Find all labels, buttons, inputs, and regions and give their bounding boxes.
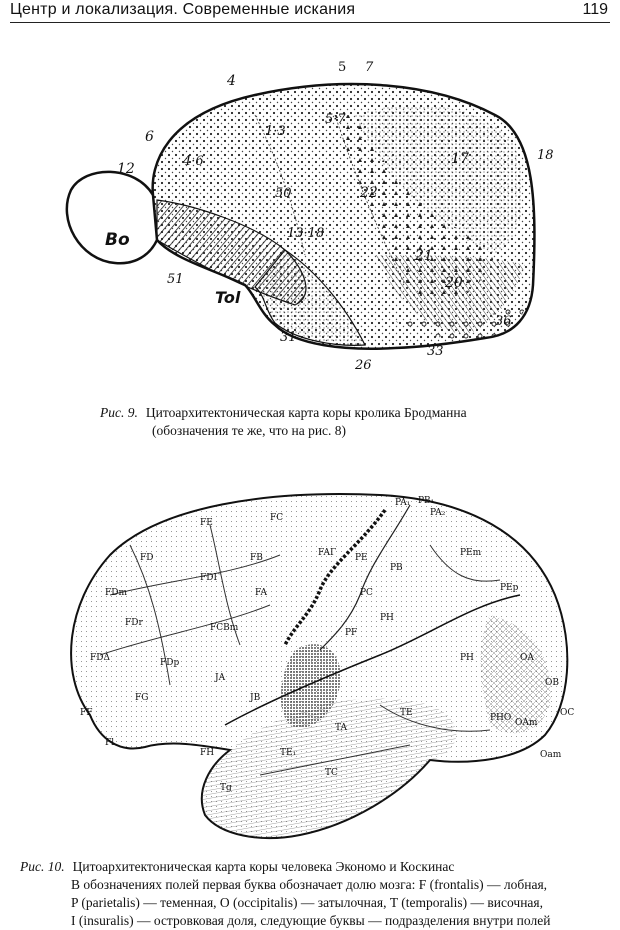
fig10-label: FDr — [125, 618, 143, 628]
fig9-label: 31 — [280, 330, 297, 345]
fig10-label: PC — [360, 588, 373, 598]
fig10-label: FDp — [160, 658, 180, 668]
fig9-label: 4 — [227, 73, 236, 89]
fig9-label: 12 — [117, 161, 135, 177]
fig9-label: 36 — [495, 314, 512, 329]
fig9-label: 13·18 — [287, 226, 325, 241]
running-head-title: Центр и локализация. Современные искания — [10, 1, 356, 18]
figure-10-drawing — [50, 485, 590, 855]
fig9-label: 20 — [445, 275, 463, 291]
fig10-label: PHO — [490, 713, 512, 723]
figure-9-caption-text: Цитоархитектоническая карта коры кролика Бродманна — [145, 405, 467, 420]
fig10-label: FF — [80, 708, 93, 718]
figure-10-caption-text: Цитоархитектоническая карта коры человека Экономо и Коскинас — [72, 859, 455, 874]
figure-10-caption — [20, 858, 615, 930]
fig10-label: JB — [250, 693, 261, 703]
fig9-label: 50 — [275, 186, 292, 201]
fig9-label: 1·3 — [265, 124, 286, 139]
fig9-label: 21 — [415, 248, 433, 264]
fig10-label: FB — [250, 553, 263, 563]
fig10-label: PEm — [460, 548, 482, 558]
fig9-label: Bo — [105, 230, 130, 250]
figure-9-caption-line2: (обозначения те же, что на рис. 8) — [152, 423, 347, 438]
fig9-label: 5·7 — [325, 112, 346, 127]
fig10-label: Tg — [220, 783, 232, 793]
fig10-label: FDΔ — [90, 653, 110, 663]
fig10-label: PE — [355, 553, 368, 563]
fig9-label: 26 — [355, 358, 372, 373]
fig10-label: PH — [460, 653, 474, 663]
fig10-label: FAΓ — [318, 548, 337, 558]
fig10-label: PB — [390, 563, 403, 573]
fig9-label: 7 — [365, 60, 374, 75]
fig10-label: PEp — [500, 583, 519, 593]
figure-9-drawing — [55, 55, 565, 385]
fig9-label: 51 — [167, 272, 184, 287]
fig10-label: PB₁ — [418, 496, 435, 506]
figure-10-human-cortex-map — [50, 485, 590, 855]
figure-10-caption-line3: P (parietalis) — теменная, O (occipitalis) — затылочная, T (temporalis) — височная, — [71, 895, 544, 910]
fig10-label: FH — [200, 748, 215, 758]
fig10-label: FDm — [105, 588, 127, 598]
fig9-label: 5 — [338, 60, 347, 75]
fig10-label: Oam — [540, 750, 562, 760]
running-head — [10, 0, 610, 23]
fig10-label: FG — [135, 693, 149, 703]
fig10-label: FD — [140, 553, 154, 563]
fig10-label: TA — [335, 723, 348, 733]
fig10-label: FDΓ — [200, 573, 220, 583]
figure-9-rabbit-cortex-map — [55, 55, 565, 385]
fig9-label: 18 — [537, 148, 554, 163]
page-number: 119 — [582, 1, 608, 18]
fig10-label: OB — [545, 678, 559, 688]
fig10-label: OA — [520, 653, 534, 663]
figure-10-caption-line2: В обозначениях полей первая буква обозначает долю мозга: F (frontalis) — лобная, — [71, 877, 548, 892]
fig9-label: 22 — [360, 185, 378, 201]
fig10-label: FCBm — [210, 623, 239, 633]
fig10-label: OAm — [515, 718, 538, 728]
fig10-label: TC — [325, 768, 338, 778]
fig10-label: Fl — [105, 738, 115, 748]
figure-9-caption — [100, 404, 570, 440]
fig10-label: PA₁ — [395, 498, 411, 508]
fig10-label: FA — [255, 588, 267, 598]
fig10-label: JA — [215, 673, 226, 683]
figure-10-caption-label: Рис. 10. — [20, 859, 65, 874]
fig10-label: PF — [345, 628, 358, 638]
fig9-label: 33 — [427, 344, 444, 359]
fig10-label: TE₁ — [280, 748, 297, 758]
figure-9-caption-label: Рис. 9. — [100, 405, 138, 420]
fig9-label: Tol — [215, 288, 241, 307]
fig9-label: 17 — [451, 151, 469, 167]
fig10-label: FE — [200, 518, 213, 528]
fig9-label: 4·6 — [183, 154, 204, 169]
fig10-label: FC — [270, 513, 284, 523]
fig10-label: TE — [400, 708, 413, 718]
figure-10-caption-line4: I (insuralis) — островковая доля, следующие буквы — подразделения внутри полей — [71, 913, 551, 928]
fig10-label: PA₂ — [430, 508, 446, 518]
fig10-label: PH — [380, 613, 394, 623]
fig10-label: OC — [560, 708, 575, 718]
fig9-label: 6 — [145, 129, 154, 145]
